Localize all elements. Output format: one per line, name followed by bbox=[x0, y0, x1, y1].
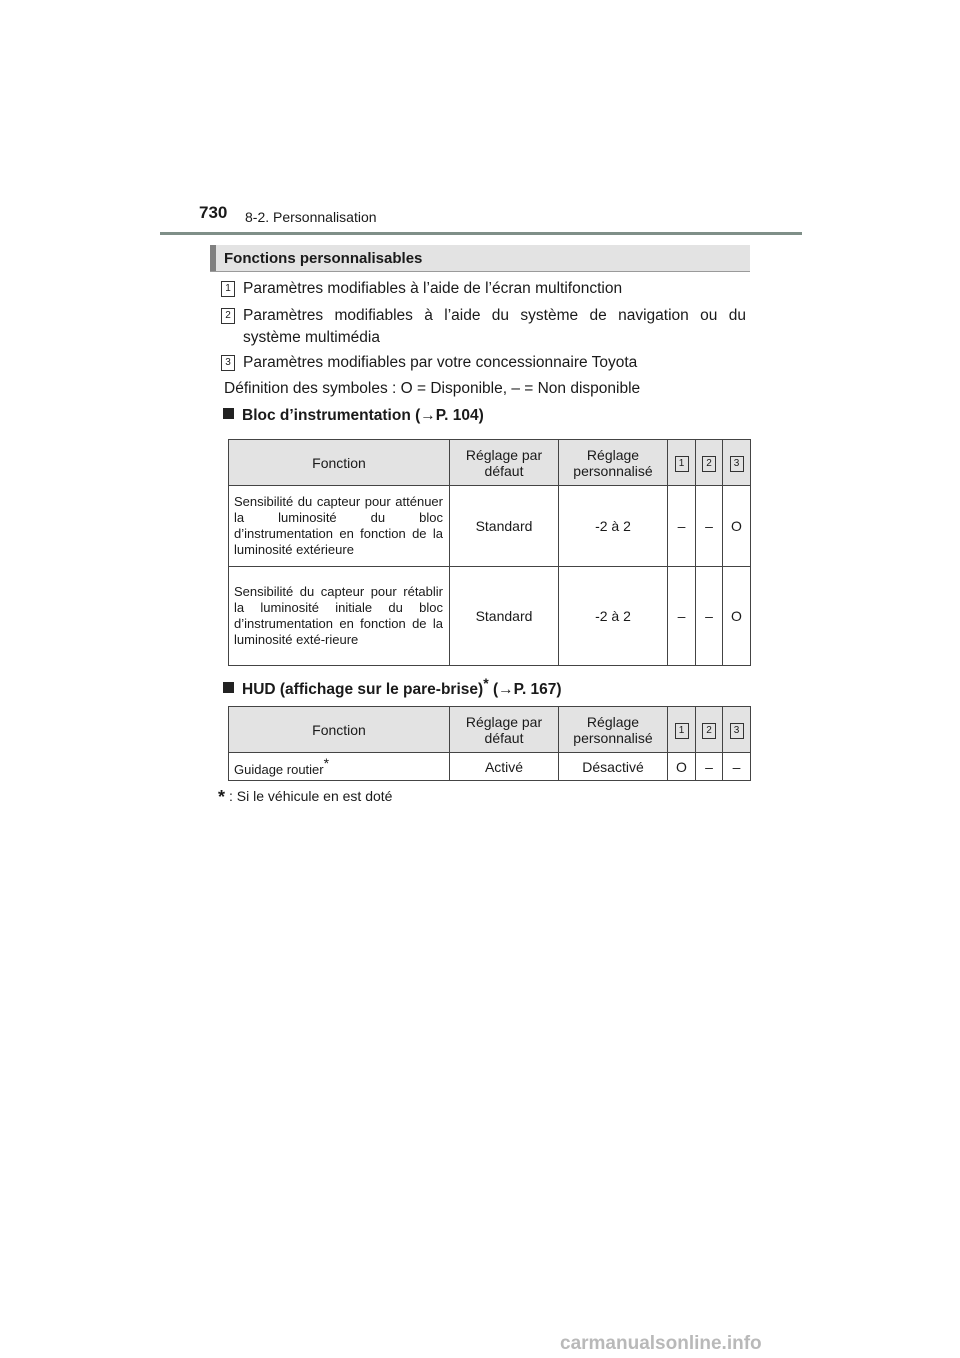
footnote-star: * bbox=[218, 787, 226, 807]
number-box-2: 2 bbox=[221, 308, 235, 324]
cell-col-2: – bbox=[696, 567, 723, 666]
footnote bbox=[218, 787, 392, 808]
number-box-2: 2 bbox=[702, 456, 716, 472]
footnote-star: * bbox=[323, 755, 330, 771]
table-instrument-cluster bbox=[228, 439, 751, 666]
cell-col-1: – bbox=[668, 567, 696, 666]
list-item-text-line1: Paramètres modifiables à l’aide du système de navigation ou du bbox=[243, 307, 746, 324]
cell-default: Activé bbox=[450, 753, 559, 781]
header-custom: Réglage personnalisé bbox=[559, 440, 668, 486]
subheading-text: HUD (affichage sur le pare-brise) bbox=[242, 681, 484, 698]
footnote-text: : Si le véhicule en est doté bbox=[229, 788, 393, 804]
square-bullet-icon bbox=[223, 408, 234, 419]
cell-custom: -2 à 2 bbox=[559, 567, 668, 666]
header-rule bbox=[160, 232, 802, 235]
number-box-2: 2 bbox=[702, 723, 716, 739]
cell-fonction: Sensibilité du capteur pour atténuer la luminosité du bloc d’instrumentation en fonction de la luminosité extérieure bbox=[229, 486, 450, 567]
header-col-3 bbox=[723, 440, 751, 486]
list-item-text-line2: système multimédia bbox=[243, 329, 380, 346]
cell-custom: -2 à 2 bbox=[559, 486, 668, 567]
cell-default: Standard bbox=[450, 486, 559, 567]
header-col-2 bbox=[696, 440, 723, 486]
number-box-3: 3 bbox=[221, 355, 235, 371]
header-col-2 bbox=[696, 707, 723, 753]
footnote-star: * bbox=[483, 675, 489, 691]
table-row bbox=[229, 486, 751, 567]
table-hud bbox=[228, 706, 751, 781]
table-header-row bbox=[229, 707, 751, 753]
section-heading-text: Fonctions personnalisables bbox=[224, 250, 423, 267]
number-box-3: 3 bbox=[730, 723, 744, 739]
watermark: carmanualsonline.info bbox=[560, 1333, 762, 1354]
table-row bbox=[229, 567, 751, 666]
header-fonction: Fonction bbox=[229, 440, 450, 486]
subheading-hud bbox=[223, 675, 562, 699]
header-fonction: Fonction bbox=[229, 707, 450, 753]
page-number: 730 bbox=[199, 203, 228, 222]
cell-col-1: O bbox=[668, 753, 696, 781]
cell-fonction: Sensibilité du capteur pour rétablir la luminosité initiale du bloc d’instrumentation en fonction de la luminosité exté-rieure bbox=[229, 567, 450, 666]
number-box-1: 1 bbox=[221, 281, 235, 297]
subheading-ref: (→P. 167) bbox=[488, 681, 562, 698]
header-default: Réglage par défaut bbox=[450, 707, 559, 753]
cell-default: Standard bbox=[450, 567, 559, 666]
cell-col-1: – bbox=[668, 486, 696, 567]
cell-col-3: O bbox=[723, 486, 751, 567]
header-custom: Réglage personnalisé bbox=[559, 707, 668, 753]
number-box-1: 1 bbox=[675, 456, 689, 472]
cell-col-3: O bbox=[723, 567, 751, 666]
header-default: Réglage par défaut bbox=[450, 440, 559, 486]
list-item-text: Paramètres modifiables à l’aide de l’écran multifonction bbox=[243, 280, 623, 297]
section-heading-bar bbox=[210, 245, 216, 271]
number-box-3: 3 bbox=[730, 456, 744, 472]
cell-fonction bbox=[229, 753, 450, 781]
cell-col-2: – bbox=[696, 486, 723, 567]
section-heading bbox=[210, 245, 750, 272]
chapter-title: 8-2. Personnalisation bbox=[245, 209, 377, 225]
number-box-1: 1 bbox=[675, 723, 689, 739]
header-col-1 bbox=[668, 440, 696, 486]
subheading-instrument-cluster bbox=[223, 407, 484, 425]
cell-col-2: – bbox=[696, 753, 723, 781]
table-row bbox=[229, 753, 751, 781]
cell-col-3: – bbox=[723, 753, 751, 781]
square-bullet-icon bbox=[223, 682, 234, 693]
symbol-definition: Définition des symboles : O = Disponible, – = Non disponible bbox=[224, 380, 641, 397]
header-col-3 bbox=[723, 707, 751, 753]
table-header-row bbox=[229, 440, 751, 486]
cell-custom: Désactivé bbox=[559, 753, 668, 781]
subheading-text: Bloc d’instrumentation (→P. 104) bbox=[242, 407, 484, 424]
header-col-1 bbox=[668, 707, 696, 753]
list-item-text: Paramètres modifiables par votre concessionnaire Toyota bbox=[243, 354, 638, 371]
cell-fonction-text: Guidage routier bbox=[234, 762, 324, 777]
